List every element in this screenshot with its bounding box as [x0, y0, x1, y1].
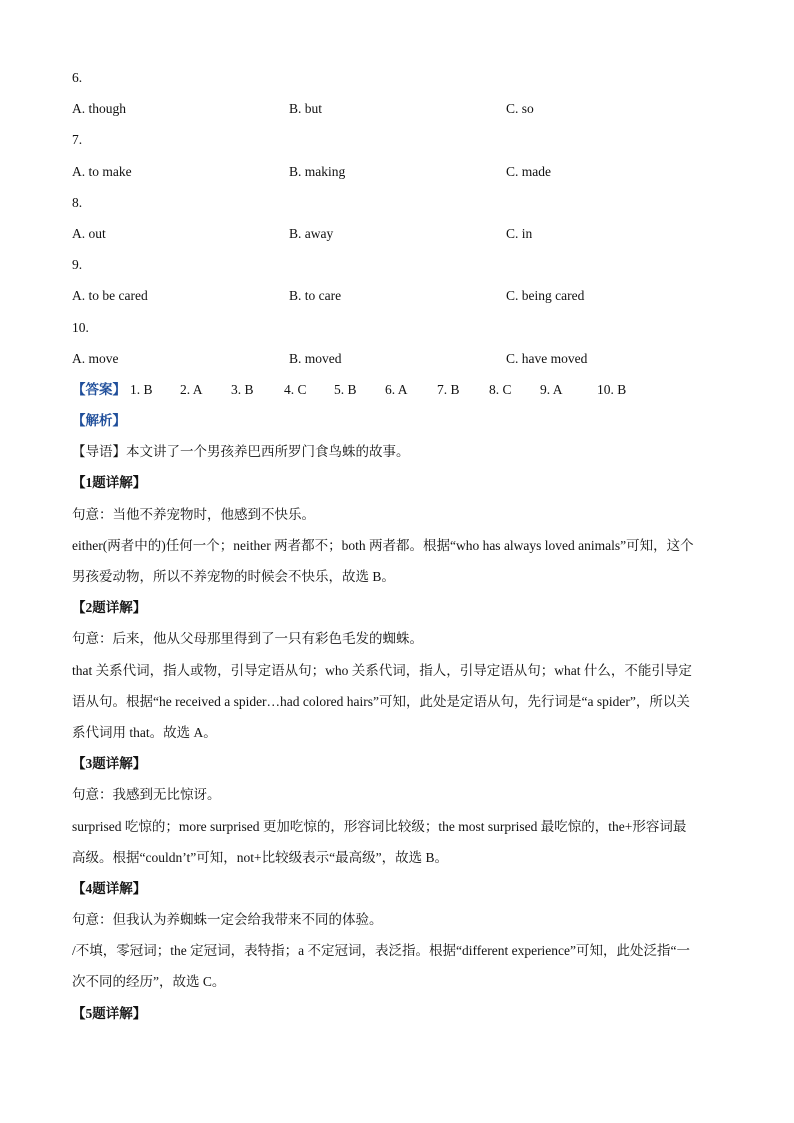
option-row: [72, 280, 722, 311]
option-a: A. to be cared: [72, 288, 148, 304]
option-row: [72, 93, 722, 124]
option-b: B. but: [289, 101, 323, 117]
option-a: A. move: [72, 350, 119, 366]
question-number: 8.: [72, 194, 83, 210]
sentence-meaning: 句意：当他不养宠物时，他感到不快乐。: [72, 506, 315, 522]
question-list: [72, 62, 722, 374]
document-page: [72, 62, 722, 1029]
question-number: 10.: [72, 319, 89, 335]
option-a: A. to make: [72, 163, 132, 179]
answer-item: 10. B: [597, 381, 627, 397]
explanation-line: 高级。根据“couldn’t”可知，not+比较级表示“最高级”，故选 B。: [72, 849, 448, 865]
option-c: C. made: [506, 163, 551, 179]
analysis-label: 【解析】: [72, 413, 126, 429]
explanation-line: either(两者中的)任何一个；neither 两者都不；both 两者都。根据“who has always loved animals”可知，这个: [72, 537, 694, 553]
answer-row: [72, 374, 722, 405]
answer-item: 8. C: [489, 381, 512, 397]
option-row: [72, 343, 722, 374]
explanation-line: surprised 吃惊的；more surprised 更加吃惊的，形容词比较级；the most surprised 最吃惊的，the+形容词最: [72, 818, 687, 834]
question-number: 7.: [72, 132, 83, 148]
detail-heading-2: 【2题详解】: [72, 600, 147, 616]
analysis-heading: [72, 405, 722, 436]
option-a: A. out: [72, 225, 106, 241]
explanation-line: 系代词用 that。故选 A。: [72, 724, 217, 740]
question-number: 9.: [72, 257, 83, 273]
answer-item: 7. B: [437, 381, 460, 397]
option-b: B. moved: [289, 350, 342, 366]
answer-item: 4. C: [284, 381, 307, 397]
answer-item: 6. A: [385, 381, 408, 397]
answer-item: 3. B: [231, 381, 254, 397]
guide-text: 【导语】本文讲了一个男孩养巴西所罗门食鸟蛛的故事。: [72, 444, 410, 460]
sentence-meaning: 句意：我感到无比惊讶。: [72, 787, 221, 803]
option-b: B. making: [289, 163, 346, 179]
detail-heading-5: 【5题详解】: [72, 1005, 147, 1021]
answer-item: 1. B: [130, 381, 153, 397]
option-c: C. being cared: [506, 288, 585, 304]
explanation-line: that 关系代词，指人或物，引导定语从句；who 关系代词，指人，引导定语从句；what 什么，不能引导定: [72, 662, 692, 678]
option-b: B. to care: [289, 288, 342, 304]
answer-item: 5. B: [334, 381, 357, 397]
option-c: C. in: [506, 225, 533, 241]
explanation-line: 语从句。根据“he received a spider…had colored hairs”可知，此处是定语从句，先行词是“a spider”，所以关: [72, 693, 690, 709]
answer-item: 9. A: [540, 381, 563, 397]
option-b: B. away: [289, 225, 334, 241]
option-row: [72, 156, 722, 187]
explanation-line: /不填，零冠词；the 定冠词，表特指；a 不定冠词，表泛指。根据“different experience”可知，此处泛指“一: [72, 943, 691, 959]
option-c: C. have moved: [506, 350, 588, 366]
answer-item: 2. A: [180, 381, 203, 397]
option-a: A. though: [72, 101, 126, 117]
detail-heading-1: 【1题详解】: [72, 475, 147, 491]
sentence-meaning: 句意：后来，他从父母那里得到了一只有彩色毛发的蜘蛛。: [72, 631, 423, 647]
question-number: 6.: [72, 70, 83, 85]
detail-heading-3: 【3题详解】: [72, 756, 147, 772]
detail-sections: [72, 467, 722, 997]
detail-heading-4: 【4题详解】: [72, 880, 147, 896]
sentence-meaning: 句意：但我认为养蜘蛛一定会给我带来不同的体验。: [72, 912, 383, 928]
explanation-line: 次不同的经历”，故选 C。: [72, 974, 226, 990]
option-row: [72, 218, 722, 249]
option-c: C. so: [506, 101, 534, 117]
answer-label: 【答案】: [72, 381, 126, 397]
explanation-line: 男孩爱动物，所以不养宠物的时候会不快乐，故选 B。: [72, 569, 395, 584]
